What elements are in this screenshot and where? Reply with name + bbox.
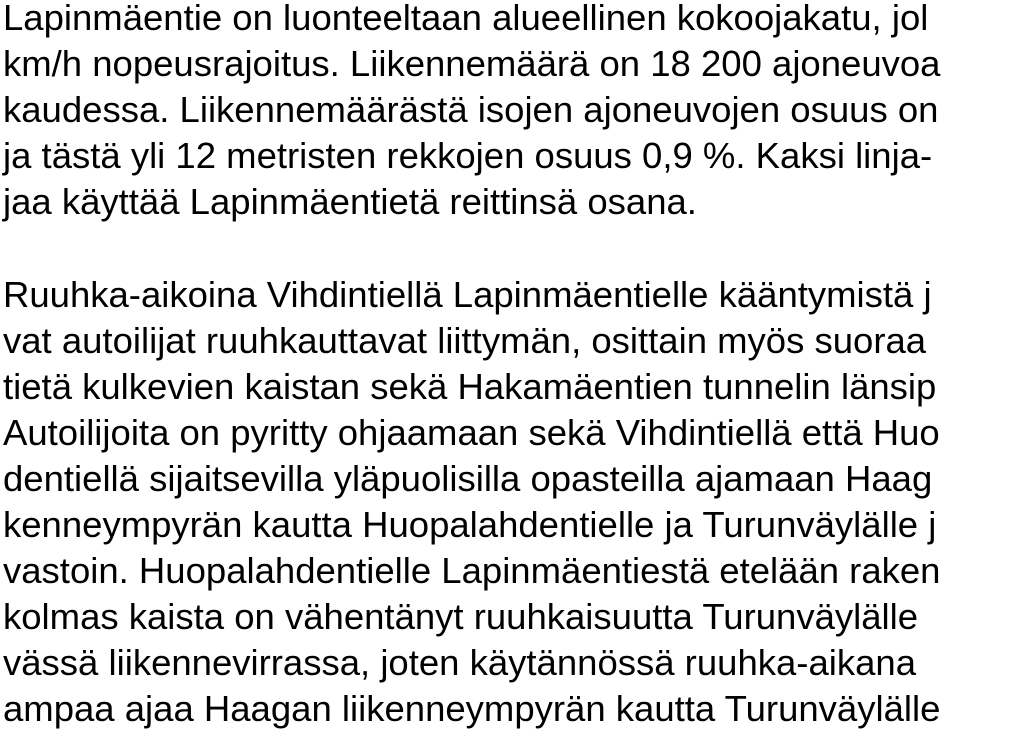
paragraph-2-line-6: kenneympyrän kautta Huopalahdentielle ja Turunväylälle j — [3, 504, 937, 545]
paragraph-2-line-8: kolmas kaista on vähentänyt ruuhkaisuutta Turunväylälle — [3, 596, 919, 637]
paragraph-2-line-1: Ruuhka-aikoina Vihdintiellä Lapinmäentielle kääntymistä j — [3, 274, 932, 315]
paragraph-1-line-4: ja tästä yli 12 metristen rekkojen osuus 0,9 %. Kaksi linja- — [3, 135, 933, 176]
paragraph-2-line-9: vässä liikennevirrassa, joten käytännössä ruuhka-aikana — [3, 642, 916, 683]
paragraph-2-line-4: Autoilijoita on pyritty ohjaamaan sekä Vihdintiellä että Huo — [3, 412, 940, 453]
paragraph-2-line-10: ampaa ajaa Haagan liikenneympyrän kautta Turunväylälle — [3, 688, 941, 729]
paragraph-2-line-7: vastoin. Huopalahdentielle Lapinmäentiestä etelään raken — [3, 550, 941, 591]
paragraph-1-line-2: km/h nopeusrajoitus. Liikennemäärä on 18 200 ajoneuvoa — [3, 43, 941, 84]
paragraph-1-line-5: jaa käyttää Lapinmäentietä reittinsä osana. — [3, 181, 697, 222]
paragraph-1-line-3: kaudessa. Liikennemäärästä isojen ajoneuvojen osuus on — [3, 89, 939, 130]
paragraph-1-line-1: Lapinmäentie on luonteeltaan alueellinen kokoojakatu, jol — [3, 0, 929, 38]
paragraph-2-line-5: dentiellä sijaitsevilla yläpuolisilla opasteilla ajamaan Haag — [3, 458, 933, 499]
paragraph-2-line-2: vat autoilijat ruuhkauttavat liittymän, osittain myös suoraa — [3, 320, 927, 361]
paragraph-2-line-3: tietä kulkevien kaistan sekä Hakamäentien tunnelin länsip — [3, 366, 937, 407]
